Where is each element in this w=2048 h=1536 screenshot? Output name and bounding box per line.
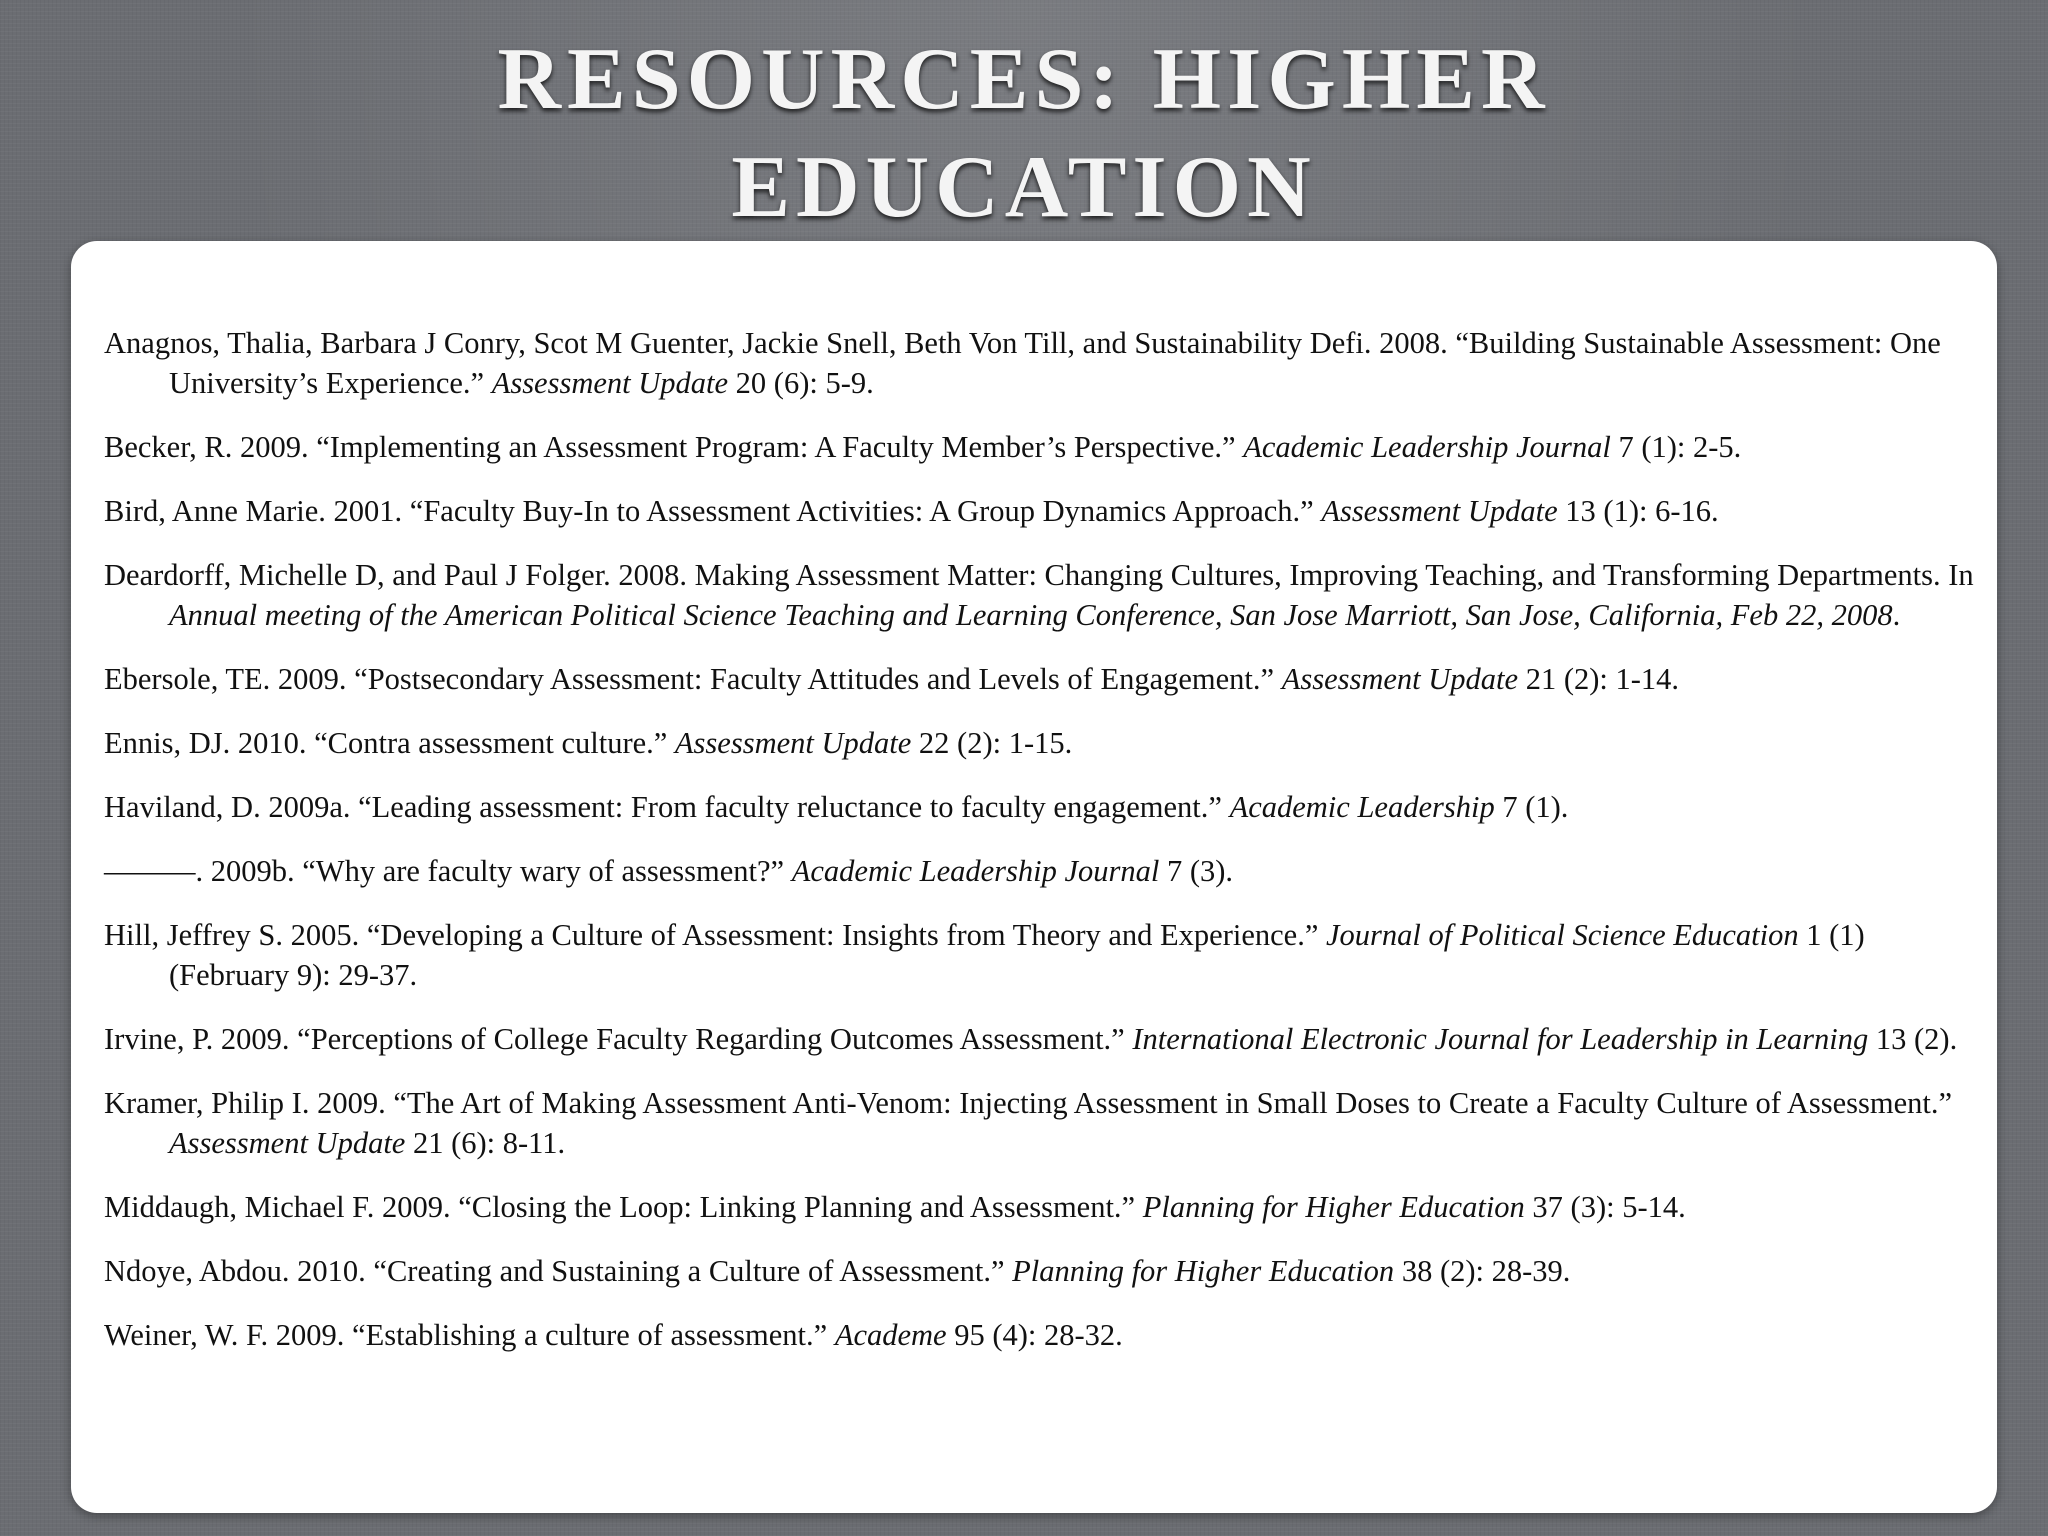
- reference-text: Weiner, W. F. 2009. “Establishing a culture of assessment.”: [104, 1318, 835, 1352]
- reference-source: Assessment Update: [169, 1126, 406, 1160]
- slide-title-line-2: EDUCATION: [731, 139, 1317, 236]
- reference-item: [104, 787, 1984, 827]
- reference-details: 13 (1): 6-16.: [1557, 494, 1719, 528]
- reference-details: 37 (3): 5-14.: [1524, 1190, 1686, 1224]
- reference-text: Irvine, P. 2009. “Perceptions of College Faculty Regarding Outcomes Assessment.”: [104, 1022, 1133, 1056]
- reference-item: [104, 1315, 1984, 1355]
- reference-list: [104, 323, 1984, 1379]
- reference-source: Academe: [834, 1318, 947, 1352]
- reference-text: Middaugh, Michael F. 2009. “Closing the Loop: Linking Planning and Assessment.”: [104, 1190, 1143, 1224]
- reference-details: 21 (2): 1-14.: [1518, 662, 1680, 696]
- reference-item: [104, 1187, 1984, 1227]
- reference-item: [104, 659, 1984, 699]
- reference-text: ———. 2009b. “Why are faculty wary of assessment?”: [104, 854, 792, 888]
- reference-text: Becker, R. 2009. “Implementing an Assessment Program: A Faculty Member’s Perspective.”: [104, 430, 1244, 464]
- reference-item: [104, 1019, 1984, 1059]
- reference-source: Planning for Higher Education: [1142, 1190, 1525, 1224]
- reference-source: Assessment Update: [491, 366, 729, 400]
- reference-item: [104, 491, 1984, 531]
- reference-details: 20 (6): 5-9.: [728, 366, 874, 400]
- reference-source: Academic Leadership: [1229, 790, 1495, 824]
- reference-text: Bird, Anne Marie. 2001. “Faculty Buy-In to Assessment Activities: A Group Dynamics Approach.”: [104, 494, 1322, 528]
- reference-item: [104, 1083, 1984, 1163]
- reference-details: 22 (2): 1-15.: [911, 726, 1073, 760]
- reference-item: [104, 555, 1984, 635]
- reference-details: 7 (3).: [1159, 854, 1234, 888]
- reference-item: [104, 1251, 1984, 1291]
- reference-text: Ennis, DJ. 2010. “Contra assessment culture.”: [104, 726, 675, 760]
- reference-text: Deardorff, Michelle D, and Paul J Folger. 2008. Making Assessment Matter: Changing Cultures, Improving Teaching, and Transforming Departments. In: [104, 558, 1974, 592]
- reference-item: [104, 323, 1984, 403]
- reference-text: Ndoye, Abdou. 2010. “Creating and Sustaining a Culture of Assessment.”: [104, 1254, 1013, 1288]
- reference-item: [104, 723, 1984, 763]
- reference-details: .: [1892, 598, 1901, 632]
- reference-details: 7 (1).: [1494, 790, 1569, 824]
- slide-title: [240, 26, 1808, 242]
- content-panel: [71, 241, 1997, 1513]
- reference-source: Annual meeting of the American Political Science Teaching and Learning Conference, San Jose Marriott, San Jose, California, Feb 22, 2008: [169, 598, 1893, 632]
- slide-title-line-1: RESOURCES: HIGHER: [497, 31, 1551, 128]
- reference-source: Assessment Update: [1281, 662, 1519, 696]
- reference-details: 7 (1): 2-5.: [1610, 430, 1742, 464]
- reference-text: Haviland, D. 2009a. “Leading assessment: From faculty reluctance to faculty engagement.”: [104, 790, 1230, 824]
- reference-item: [104, 851, 1984, 891]
- reference-text: Kramer, Philip I. 2009. “The Art of Making Assessment Anti-Venom: Injecting Assessment in Small Doses to Create a Faculty Culture of Assessment.”: [104, 1086, 1953, 1120]
- reference-details: 38 (2): 28-39.: [1394, 1254, 1571, 1288]
- reference-source: Planning for Higher Education: [1012, 1254, 1395, 1288]
- reference-item: [104, 427, 1984, 467]
- reference-details: 95 (4): 28-32.: [946, 1318, 1123, 1352]
- reference-source: Academic Leadership Journal: [1243, 430, 1611, 464]
- reference-details: 21 (6): 8-11.: [405, 1126, 566, 1160]
- reference-source: Journal of Political Science Education: [1326, 918, 1799, 952]
- reference-source: International Electronic Journal for Leadership in Learning: [1132, 1022, 1869, 1056]
- reference-source: Assessment Update: [674, 726, 912, 760]
- reference-source: Academic Leadership Journal: [791, 854, 1160, 888]
- reference-source: Assessment Update: [1321, 494, 1558, 528]
- reference-item: [104, 915, 1984, 995]
- reference-details: 13 (2).: [1868, 1022, 1958, 1056]
- reference-text: Ebersole, TE. 2009. “Postsecondary Assessment: Faculty Attitudes and Levels of Engagement.”: [104, 662, 1282, 696]
- reference-details: 1 (1) (February 9): 29-37.: [169, 918, 1865, 992]
- reference-text: Anagnos, Thalia, Barbara J Conry, Scot M Guenter, Jackie Snell, Beth Von Till, and Sustainability Defi. 2008. “Building Sustainable Assessment: One University’s Experience.”: [104, 326, 1941, 400]
- reference-text: Hill, Jeffrey S. 2005. “Developing a Culture of Assessment: Insights from Theory and Experience.”: [104, 918, 1326, 952]
